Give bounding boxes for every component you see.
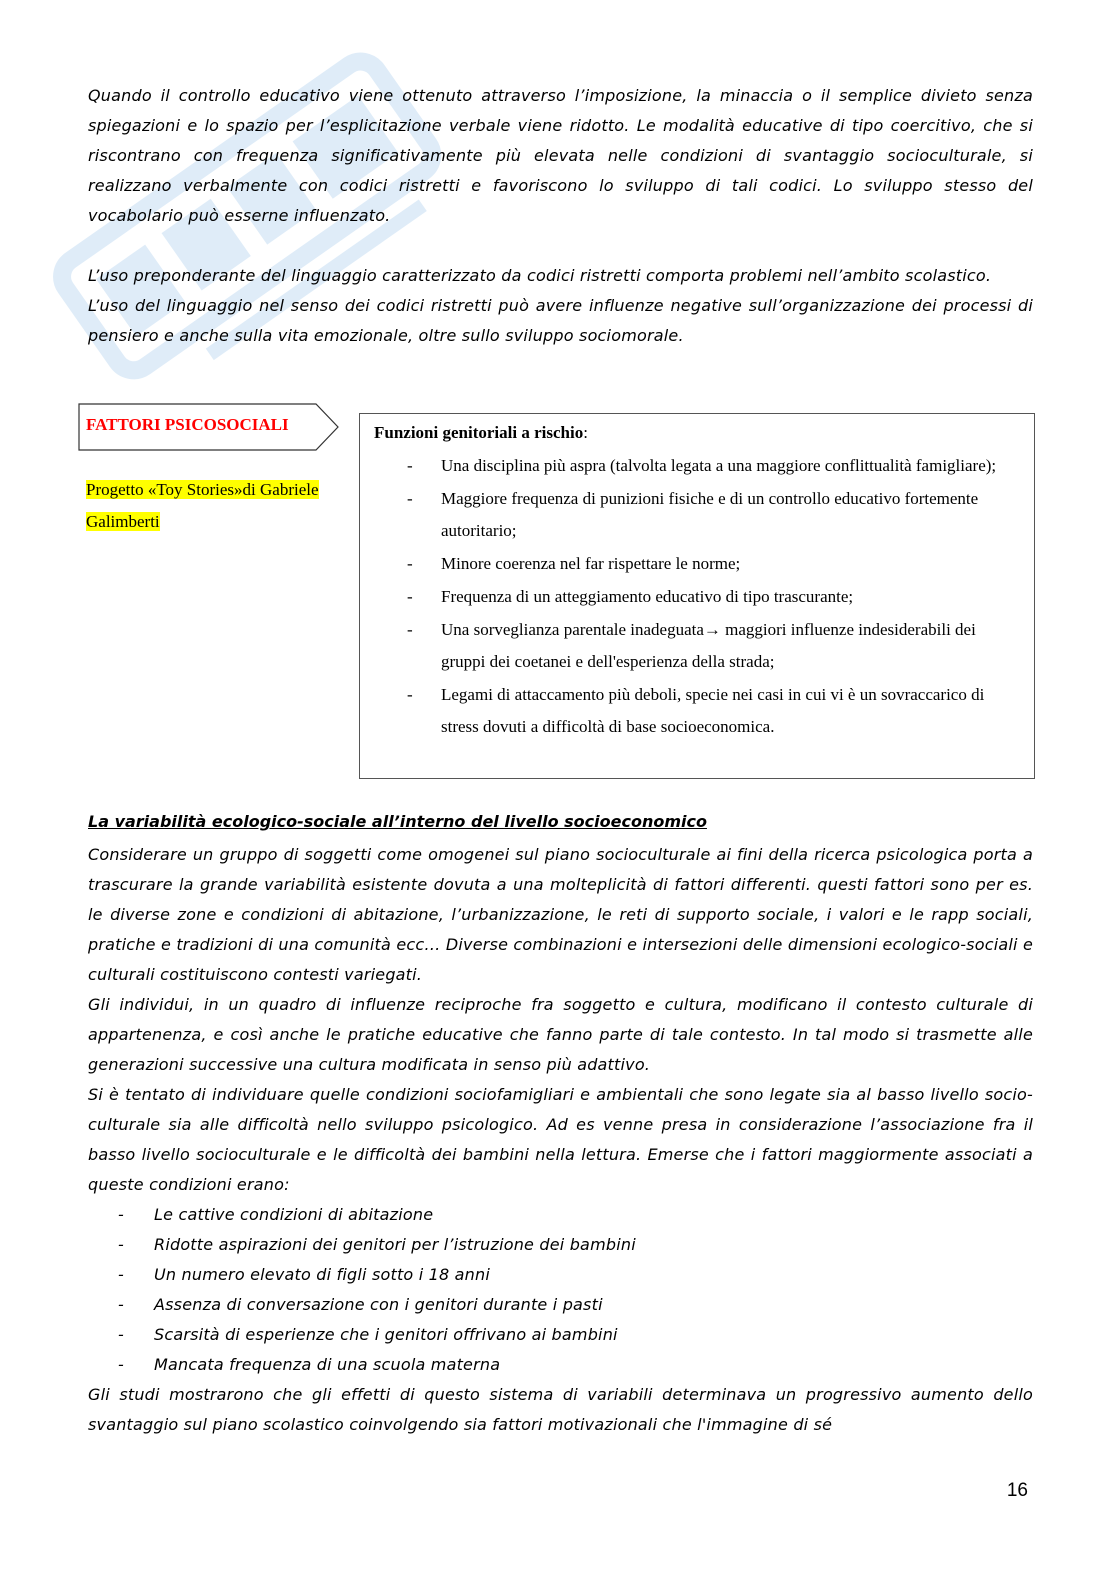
paragraph: Si è tentato di individuare quelle condizioni sociofamigliari e ambientali che sono legate sia al basso livello socio-culturale sia alle difficoltà nello sviluppo psicologico. Ad es venne presa in considerazione l’associazione fra il basso livello socioculturale e le difficoltà dei bambini nella lettura. Emerse che i fattori maggiormente associati a queste condizioni erano: [88, 1085, 1033, 1194]
page-number: 16 [1006, 1480, 1028, 1501]
funzioni-genitoriali-box [359, 413, 1035, 779]
toy-stories-link[interactable] [86, 474, 356, 538]
list-item: - Frequenza di un atteggiamento educativo di tipo trascurante; [407, 587, 854, 606]
list-item: - Maggiore frequenza di punizioni fisiche e di un controllo educativo fortemente autoritario; [407, 489, 979, 540]
paragraph: Gli individui, in un quadro di influenze reciproche fra soggetto e cultura, modificano il contesto culturale di appartenenza, e così anche le pratiche educative che fanno parte di tale contesto. In tal modo si trasmette alle generazioni successive una cultura modificata in senso più adattivo. [88, 995, 1033, 1074]
list-item: - Mancata frequenza di una scuola materna [118, 1355, 501, 1374]
list-item: - Scarsità di esperienze che i genitori offrivano ai bambini [118, 1325, 618, 1344]
box-list [374, 450, 1020, 743]
language-paragraph-block [88, 261, 1033, 351]
list-item: - Una disciplina più aspra (talvolta legata a una maggiore conflittualità famigliare); [407, 456, 997, 475]
factors-list [118, 1200, 636, 1380]
variability-paragraph-block [88, 840, 1033, 1200]
list-item: - Assenza di conversazione con i genitori durante i pasti [118, 1295, 603, 1314]
conclusion-paragraph-block [88, 1380, 1033, 1440]
list-item: - Un numero elevato di figli sotto i 18 anni [118, 1265, 491, 1284]
intro-paragraph-block [88, 81, 1033, 231]
paragraph: Gli studi mostrarono che gli effetti di questo sistema di variabili determinava un progressivo aumento dello svantaggio sul piano scolastico coinvolgendo sia fattori motivazionali che l'immagine di sé [88, 1385, 1033, 1434]
highlighted-text: Progetto «Toy Stories»di Gabriele Galimberti [86, 480, 319, 531]
list-item: - Minore coerenza nel far rispettare le norme; [407, 554, 741, 573]
list-item: - Legami di attaccamento più deboli, specie nei casi in cui vi è un sovraccarico di stress dovuti a difficoltà di base socioeconomica. [407, 685, 985, 736]
list-item: - Le cattive condizioni di abitazione [118, 1205, 434, 1224]
paragraph: L’uso del linguaggio nel senso dei codici ristretti può avere influenze negative sull’organizzazione dei processi di pensiero e anche sulla vita emozionale, oltre sullo sviluppo sociomorale. [88, 296, 1033, 345]
paragraph: Quando il controllo educativo viene ottenuto attraverso l’imposizione, la minaccia o il semplice divieto senza spiegazioni e lo spazio per l’esplicitazione verbale viene ridotto. Le modalità educative di tipo coercitivo, che si riscontrano con frequenza significativamente più elevata nelle condizioni di svantaggio socioculturale, si realizzano verbalmente con codici ristretti e favoriscono lo sviluppo di tali codici. Lo sviluppo stesso del vocabolario può esserne influenzato. [88, 86, 1033, 225]
list-item: - Una sorveglianza parentale inadeguata→ maggiori influenze indesiderabili dei gruppi dei coetanei e dell'esperienza della strada; [407, 620, 976, 671]
list-item: - Ridotte aspirazioni dei genitori per l’istruzione dei bambini [118, 1235, 636, 1254]
section-title: La variabilità ecologico-sociale all’interno del livello socioeconomico [88, 812, 707, 831]
fattori-psicosociali-label [78, 403, 340, 451]
box-title: Funzioni genitoriali a rischio: [374, 423, 588, 442]
paragraph: L’uso preponderante del linguaggio caratterizzato da codici ristretti comporta problemi nell’ambito scolastico. [88, 266, 992, 285]
arrow-label-text: FATTORI PSICOSOCIALI [86, 415, 289, 434]
paragraph: Considerare un gruppo di soggetti come omogenei sul piano socioculturale ai fini della ricerca psicologica porta a trascurare la grande variabilità esistente dovuta a una molteplicità di fattori differenti. questi fattori sono per es. le diverse zone e condizioni di abitazione, l’urbanizzazione, le reti di supporto sociale, i valori e le rapp sociali, pratiche e tradizioni di una comunità ecc… Diverse combinazioni e intersezioni delle dimensioni ecologico-sociali e culturali costituiscono contesti variegati. [88, 845, 1033, 984]
